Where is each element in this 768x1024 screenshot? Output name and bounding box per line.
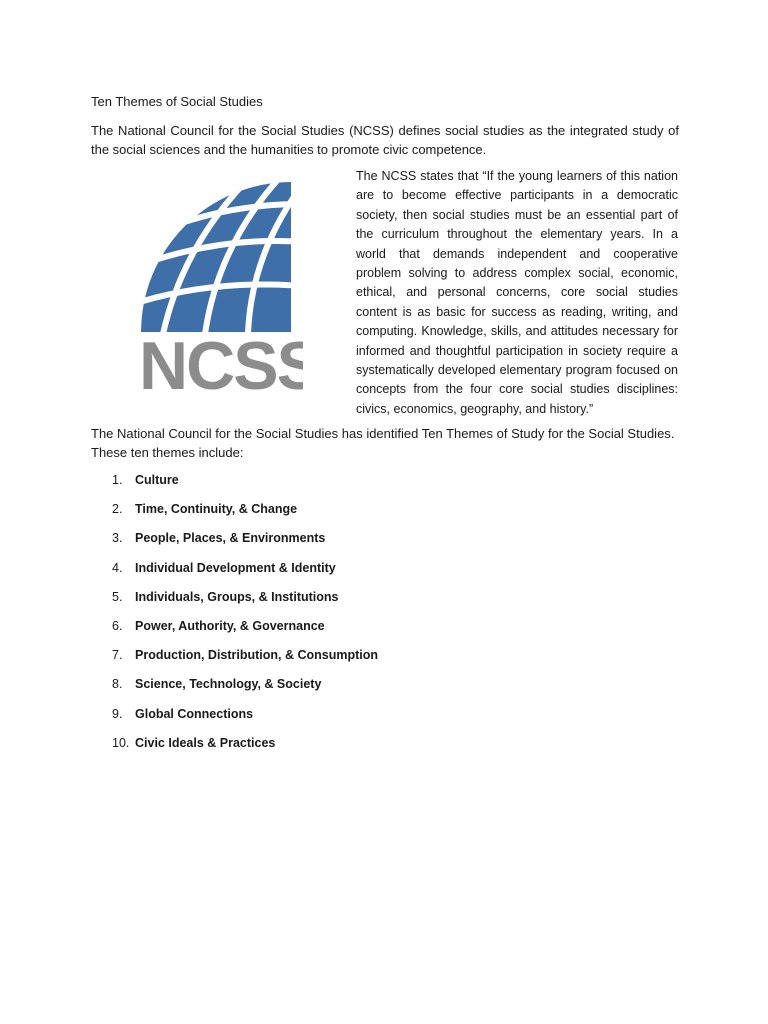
theme-label: Time, Continuity, & Change: [135, 502, 298, 517]
document-title: Ten Themes of Social Studies: [91, 94, 263, 109]
list-item: [112, 617, 378, 646]
list-item: [112, 500, 378, 529]
list-number: 3.: [112, 531, 123, 546]
list-number: 7.: [112, 648, 123, 663]
themes-intro: The National Council for the Social Studies has identified Ten Themes of Study for the Social Studies. These ten themes include:: [91, 426, 675, 460]
list-number: 4.: [112, 560, 123, 575]
list-number: 5.: [112, 589, 123, 604]
ncss-logo: [133, 174, 303, 399]
list-item: [112, 646, 378, 675]
list-number: 9.: [112, 706, 123, 721]
logo-wordmark: NCSS: [139, 328, 303, 399]
list-number: 2.: [112, 502, 123, 517]
theme-label: Power, Authority, & Governance: [135, 618, 325, 633]
intro-paragraph: The National Council for the Social Studies (NCSS) defines social studies as the integrated study of the social sciences and the humanities to promote civic competence.: [91, 123, 679, 157]
list-number: 8.: [112, 677, 123, 692]
list-item: [112, 471, 378, 500]
list-item: [112, 559, 378, 588]
list-item: [112, 734, 378, 763]
ncss-globe-icon: [133, 174, 303, 399]
theme-label: Individual Development & Identity: [135, 560, 336, 575]
theme-label: Global Connections: [135, 706, 254, 721]
theme-label: Science, Technology, & Society: [135, 677, 322, 692]
theme-label: Individuals, Groups, & Institutions: [135, 589, 339, 604]
ncss-quote: The NCSS states that “If the young learners of this nation are to become effective participants in a democratic society, then social studies must be an essential part of the curriculum throughout the elementary years. In a world that demands independent and cooperative problem solving to address complex social, economic, ethical, and personal concerns, core social studies content is as basic for success as reading, writing, and computing. Knowledge, skills, and attitudes necessary for informed and thoughtful participation in society require a systematically developed elementary program focused on concepts from the four core social studies disciplines: civics, economics, geography, and history.”: [356, 169, 678, 416]
list-item: [112, 529, 378, 558]
themes-list: [112, 471, 378, 763]
list-item: [112, 705, 378, 734]
theme-label: Civic Ideals & Practices: [135, 735, 276, 750]
theme-label: Culture: [135, 473, 179, 487]
list-item: [112, 675, 378, 704]
theme-label: People, Places, & Environments: [135, 531, 326, 546]
list-number: 10.: [112, 735, 130, 750]
list-number: 1.: [112, 473, 123, 487]
list-number: 6.: [112, 618, 123, 633]
theme-label: Production, Distribution, & Consumption: [135, 648, 379, 663]
list-item: [112, 588, 378, 617]
